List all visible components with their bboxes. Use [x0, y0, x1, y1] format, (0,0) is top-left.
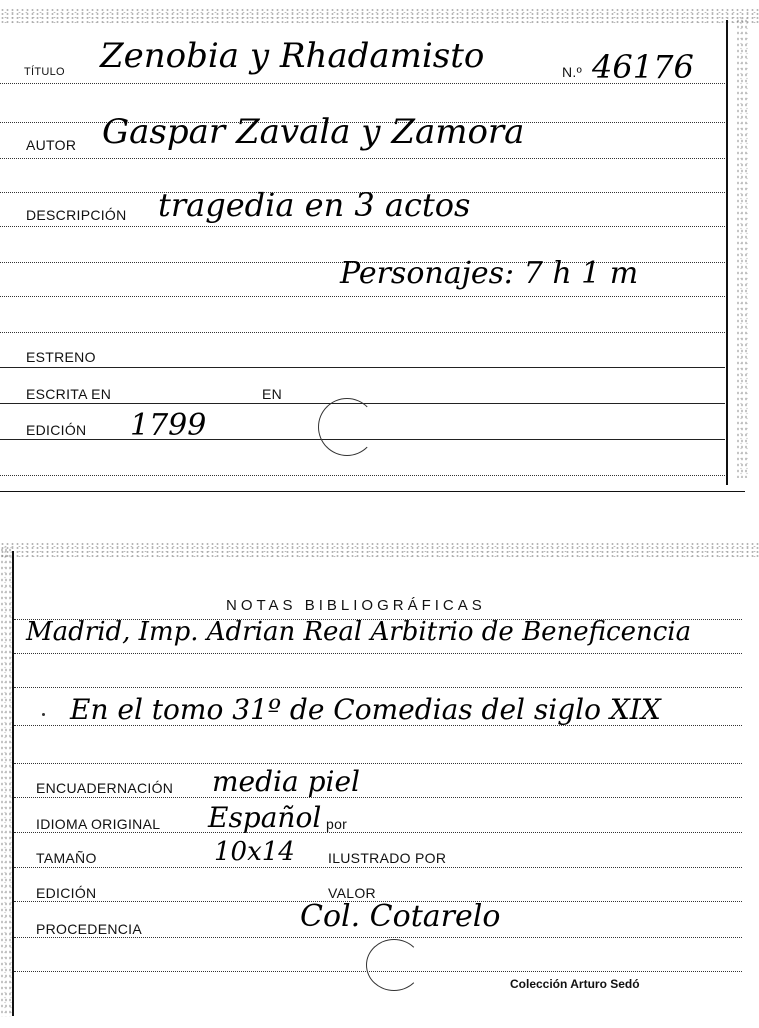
- rule-line: [0, 296, 725, 297]
- idioma-label: IDIOMA ORIGINAL: [36, 816, 161, 832]
- rule-line: [0, 158, 725, 159]
- valor-label: VALOR: [328, 885, 376, 901]
- titulo-label: TÍTULO: [24, 66, 65, 78]
- escrita-en-label: ESCRITA EN: [26, 386, 112, 402]
- collection-footer: Colección Arturo Sedó: [510, 977, 640, 991]
- rule-line: [0, 475, 725, 476]
- rule-line: [14, 937, 742, 938]
- edicion-label: EDICIÓN: [36, 885, 97, 901]
- tamano-label: TAMAÑO: [36, 850, 97, 866]
- rule-line: [14, 797, 742, 798]
- autor-label: AUTOR: [26, 137, 77, 153]
- autor-value: Gaspar Zavala y Zamora: [102, 112, 525, 152]
- punch-hole: [366, 939, 422, 991]
- rule-line: [14, 653, 742, 654]
- personajes-value: Personajes: 7 h 1 m: [340, 256, 639, 291]
- descripcion-value: tragedia en 3 actos: [158, 186, 471, 224]
- rule-line: [0, 332, 725, 333]
- edicion-value: 1799: [130, 408, 207, 443]
- por-label: por: [326, 816, 348, 832]
- card-left-border: [12, 551, 14, 1016]
- catalog-card-top: [0, 0, 759, 492]
- tamano-value: 10x14: [214, 837, 295, 867]
- rule-line: [0, 226, 725, 227]
- rule-line: [0, 367, 725, 368]
- notas-line-1: Madrid, Imp. Adrian Real Arbitrio de Beneficencia: [26, 617, 692, 647]
- idioma-value: Español: [208, 801, 322, 834]
- encuadernacion-value: media piel: [212, 765, 360, 798]
- ink-dot: [42, 713, 45, 716]
- rule-line: [14, 867, 742, 868]
- speckle-top-edge: [0, 542, 759, 558]
- punch-hole: [318, 398, 376, 456]
- en-label: EN: [262, 386, 283, 402]
- notas-heading: NOTAS BIBLIOGRÁFICAS: [226, 597, 486, 614]
- numero-value: 46176: [592, 48, 694, 86]
- catalog-card-bottom: [0, 537, 759, 1028]
- notas-line-2: En el tomo 31º de Comedias del siglo XIX: [70, 693, 661, 726]
- descripcion-label: DESCRIPCIÓN: [26, 207, 127, 223]
- rule-line: [14, 687, 742, 688]
- estreno-label: ESTRENO: [26, 349, 96, 365]
- ilustrado-label: ILUSTRADO POR: [328, 850, 447, 866]
- speckle-left-edge: [0, 547, 12, 1017]
- numero-label: N.º: [562, 64, 583, 80]
- speckle-right-edge: [736, 18, 748, 478]
- card-bottom-border: [0, 491, 745, 492]
- procedencia-label: PROCEDENCIA: [36, 921, 142, 937]
- speckle-top-edge: [0, 8, 759, 24]
- rule-line: [14, 832, 742, 833]
- encuadernacion-label: ENCUADERNACIÓN: [36, 780, 174, 796]
- edicion-label: EDICIÓN: [26, 422, 87, 438]
- card-right-border: [726, 20, 728, 485]
- rule-line: [14, 763, 742, 764]
- procedencia-value: Col. Cotarelo: [300, 899, 501, 934]
- titulo-value: Zenobia y Rhadamisto: [100, 36, 485, 76]
